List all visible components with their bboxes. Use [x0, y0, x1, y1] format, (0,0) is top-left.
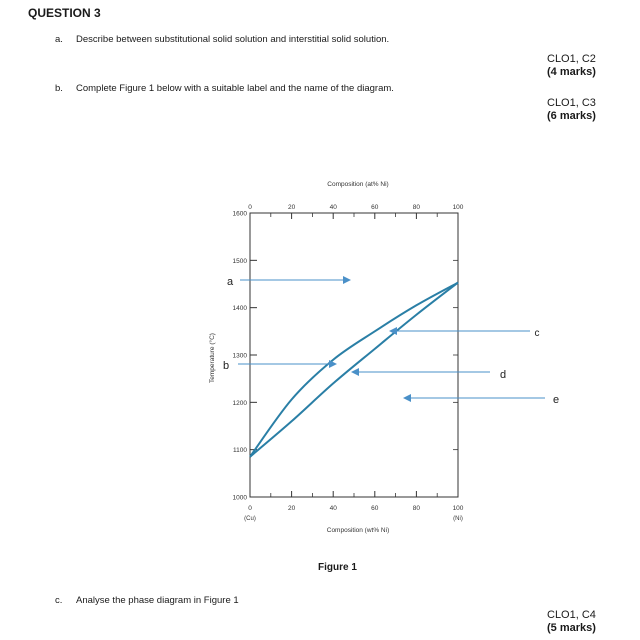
y-tick-label: 1600	[232, 210, 247, 218]
x-tick-label-top: 100	[452, 204, 464, 211]
item-b-clo: CLO1, C3	[547, 97, 596, 109]
x-tick-label-bottom: 80	[412, 505, 421, 512]
item-c-text: Analyse the phase diagram in Figure 1	[76, 595, 239, 606]
y-axis-label: Temperature (°C)	[209, 333, 216, 383]
item-a-clo: CLO1, C2	[547, 53, 596, 65]
label-b: b	[222, 360, 230, 372]
item-a-text: Describe between substitutional solid solution and interstitial solid solution.	[76, 34, 390, 45]
label-c: c	[534, 328, 540, 339]
y-tick-label: 1300	[232, 352, 247, 360]
plot-frame	[250, 213, 458, 497]
label-d: d	[499, 369, 507, 381]
x-tick-label-bottom: 40	[329, 505, 337, 512]
label-e: e	[552, 394, 560, 406]
solidus-curve	[250, 283, 458, 457]
item-c-letter: c.	[55, 595, 63, 606]
x-tick-label-bottom: 0	[248, 505, 252, 512]
label-a: a	[226, 276, 234, 288]
x-axis-label: Composition (wt% Ni)	[326, 527, 390, 534]
y-tick-label: 1000	[232, 494, 247, 502]
y-tick-label: 1400	[232, 305, 247, 313]
x-tick-label-top: 0	[248, 204, 252, 211]
x-tick-label-top: 80	[412, 204, 421, 211]
item-a-marks: (4 marks)	[547, 66, 596, 78]
x-tick-label-bottom: 100	[452, 505, 464, 512]
item-a-letter: a.	[55, 34, 63, 45]
top-axis-label: Composition (at% Ni)	[327, 181, 389, 188]
figure-caption: Figure 1	[318, 562, 357, 573]
x-tick-label-top: 60	[371, 204, 379, 211]
item-b-letter: b.	[55, 83, 63, 94]
x-tick-label-top: 40	[329, 204, 337, 211]
item-c-clo: CLO1, C4	[547, 609, 596, 621]
x-end-label-cu: (Cu)	[244, 516, 256, 522]
y-tick-label: 1200	[232, 399, 247, 407]
y-tick-label: 1500	[232, 257, 247, 265]
x-tick-label-top: 20	[287, 204, 296, 211]
x-tick-label-bottom: 20	[287, 505, 296, 512]
question-title: QUESTION 3	[28, 6, 101, 20]
item-b-marks: (6 marks)	[547, 110, 596, 122]
x-tick-label-bottom: 60	[371, 505, 379, 512]
item-c-marks: (5 marks)	[547, 622, 596, 634]
x-end-label-ni: (Ni)	[453, 516, 463, 522]
y-tick-label: 1100	[233, 447, 247, 455]
item-b-text: Complete Figure 1 below with a suitable label and the name of the diagram.	[76, 83, 394, 94]
